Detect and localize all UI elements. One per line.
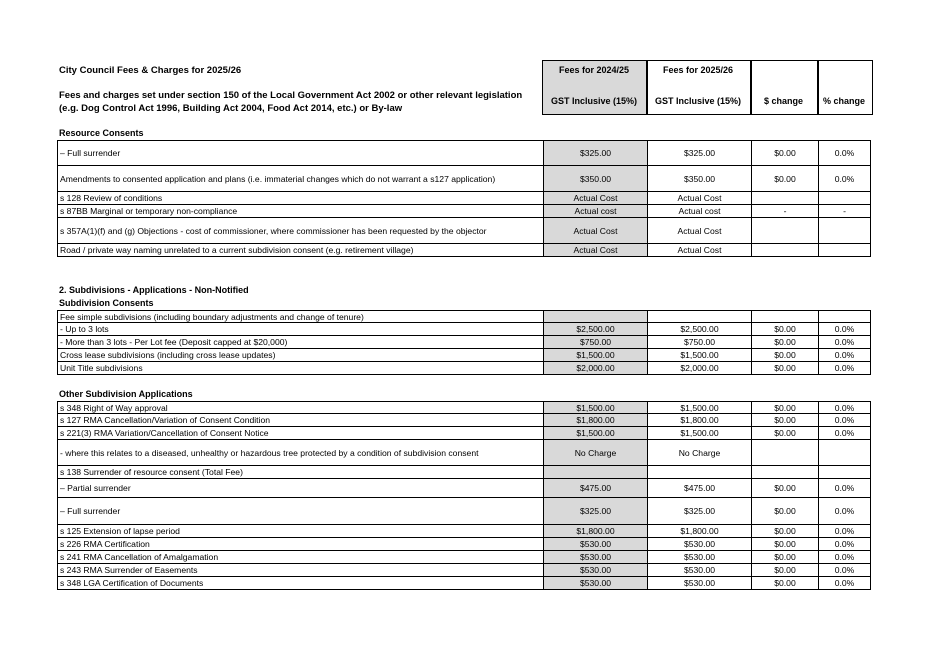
pct-change-cell: 0.0% [818, 414, 871, 427]
table-row [57, 525, 871, 538]
fee-2024-cell: $325.00 [543, 498, 647, 525]
pct-change-cell: 0.0% [818, 166, 871, 192]
table-row [57, 479, 871, 498]
table-row [57, 551, 871, 564]
pct-change-cell: 0.0% [818, 564, 871, 577]
dollar-change-cell: $0.00 [751, 323, 818, 336]
fee-2025-cell: $530.00 [647, 551, 751, 564]
fee-2025-cell: $1,800.00 [647, 525, 751, 538]
fee-2024-cell: $1,500.00 [543, 427, 647, 440]
dollar-change-cell: $0.00 [751, 336, 818, 349]
description-cell: – Full surrender [57, 140, 543, 166]
fee-2024-cell: No Charge [543, 440, 647, 466]
table-row [57, 140, 871, 166]
pct-change-cell: 0.0% [818, 362, 871, 375]
pct-change-cell [818, 440, 871, 466]
fee-2024-cell: Actual Cost [543, 218, 647, 244]
table-row [57, 310, 871, 323]
description-cell: s 128 Review of conditions [57, 192, 543, 205]
description-cell: s 348 LGA Certification of Documents [57, 577, 543, 590]
dollar-change-cell: $0.00 [751, 401, 818, 414]
description-cell: - Up to 3 lots [57, 323, 543, 336]
pct-change-cell: 0.0% [818, 349, 871, 362]
fee-2025-cell [647, 466, 751, 479]
fee-2024-cell: $530.00 [543, 564, 647, 577]
section-other-subdivision: Other Subdivision Applications [59, 389, 193, 399]
description-cell: s 226 RMA Certification [57, 538, 543, 551]
header-2024-bottom: GST Inclusive (15%) [550, 96, 638, 106]
table-row [57, 205, 871, 218]
pct-change-cell [818, 310, 871, 323]
header-col-pct [817, 60, 873, 115]
fee-2024-cell: $2,000.00 [543, 362, 647, 375]
fee-2024-cell: $1,500.00 [543, 401, 647, 414]
dollar-change-cell: $0.00 [751, 498, 818, 525]
table-row [57, 166, 871, 192]
fee-2024-cell: Actual cost [543, 205, 647, 218]
header-dollar-change: $ change [763, 96, 803, 106]
dollar-change-cell: - [751, 205, 818, 218]
fee-2024-cell: $1,800.00 [543, 414, 647, 427]
table-row [57, 427, 871, 440]
description-cell: - More than 3 lots - Per Lot fee (Deposit capped at $20,000) [57, 336, 543, 349]
table-row [57, 401, 871, 414]
fee-2025-cell: $325.00 [647, 140, 751, 166]
pct-change-cell: 0.0% [818, 551, 871, 564]
fee-2025-cell: $1,500.00 [647, 349, 751, 362]
table-row [57, 192, 871, 205]
dollar-change-cell [751, 310, 818, 323]
table-row [57, 323, 871, 336]
fee-2025-cell: $475.00 [647, 479, 751, 498]
dollar-change-cell: $0.00 [751, 479, 818, 498]
description-cell: s 348 Right of Way approval [57, 401, 543, 414]
fee-2025-cell: Actual Cost [647, 192, 751, 205]
dollar-change-cell [751, 192, 818, 205]
pct-change-cell: 0.0% [818, 525, 871, 538]
table-row [57, 414, 871, 427]
table-row [57, 577, 871, 590]
description-cell: s 87BB Marginal or temporary non-compliance [57, 205, 543, 218]
description-cell: s 241 RMA Cancellation of Amalgamation [57, 551, 543, 564]
dollar-change-cell [751, 466, 818, 479]
description-cell: s 243 RMA Surrender of Easements [57, 564, 543, 577]
dollar-change-cell: $0.00 [751, 166, 818, 192]
section-resource-consents: Resource Consents [59, 128, 144, 138]
table-row [57, 244, 871, 257]
description-cell: s 138 Surrender of resource consent (Total Fee) [57, 466, 543, 479]
fee-2025-cell: $350.00 [647, 166, 751, 192]
dollar-change-cell [751, 244, 818, 257]
table-row [57, 538, 871, 551]
header-2025-bottom: GST Inclusive (15%) [654, 96, 742, 106]
dollar-change-cell: $0.00 [751, 414, 818, 427]
description-cell: Road / private way naming unrelated to a current subdivision consent (e.g. retirement village) [57, 244, 543, 257]
fee-2024-cell: $325.00 [543, 140, 647, 166]
description-cell: - where this relates to a diseased, unhealthy or hazardous tree protected by a condition of subdivision consent [57, 440, 543, 466]
fee-2025-cell: $325.00 [647, 498, 751, 525]
description-cell: – Partial surrender [57, 479, 543, 498]
fee-2025-cell [647, 310, 751, 323]
pct-change-cell: 0.0% [818, 140, 871, 166]
header-pct-change: % change [822, 96, 865, 106]
dollar-change-cell: $0.00 [751, 362, 818, 375]
fee-2024-cell: $2,500.00 [543, 323, 647, 336]
pct-change-cell [818, 244, 871, 257]
description-cell: s 127 RMA Cancellation/Variation of Consent Condition [57, 414, 543, 427]
dollar-change-cell: $0.00 [751, 427, 818, 440]
description-cell: Cross lease subdivisions (including cross lease updates) [57, 349, 543, 362]
fee-2024-cell: $530.00 [543, 538, 647, 551]
fee-2024-cell: Actual Cost [543, 244, 647, 257]
fee-2024-cell: $1,500.00 [543, 349, 647, 362]
dollar-change-cell [751, 440, 818, 466]
fee-2025-cell: $530.00 [647, 564, 751, 577]
header-2024-top: Fees for 2024/25 [558, 65, 630, 75]
table-row [57, 218, 871, 244]
pct-change-cell: 0.0% [818, 577, 871, 590]
description-cell: – Full surrender [57, 498, 543, 525]
document-title: City Council Fees & Charges for 2025/26 [59, 65, 242, 76]
header-2025-top: Fees for 2025/26 [662, 65, 734, 75]
table-row [57, 336, 871, 349]
fee-2025-cell: Actual Cost [647, 244, 751, 257]
document-subtitle: Fees and charges set under section 150 of the Local Government Act 2002 or other relevant legislation (e.g. Dog Control Act 1996, Building Act 2004, Food Act 2014, etc.) or By-law [59, 90, 523, 114]
description-cell: Fee simple subdivisions (including boundary adjustments and change of tenure) [57, 310, 543, 323]
dollar-change-cell: $0.00 [751, 525, 818, 538]
fee-2025-cell: $1,500.00 [647, 427, 751, 440]
dollar-change-cell: $0.00 [751, 577, 818, 590]
table-row [57, 564, 871, 577]
description-cell: Unit Title subdivisions [57, 362, 543, 375]
pct-change-cell: 0.0% [818, 479, 871, 498]
fee-2024-cell: $530.00 [543, 577, 647, 590]
table-row [57, 362, 871, 375]
description-cell: Amendments to consented application and plans (i.e. immaterial changes which do not warrant a s127 application) [57, 166, 543, 192]
pct-change-cell: 0.0% [818, 401, 871, 414]
fee-2024-cell: $1,800.00 [543, 525, 647, 538]
fee-2024-cell: $530.00 [543, 551, 647, 564]
description-cell: s 125 Extension of lapse period [57, 525, 543, 538]
section-subdivision-consents: Subdivision Consents [59, 298, 154, 308]
header-col-dollar [750, 60, 819, 115]
fee-2025-cell: $2,000.00 [647, 362, 751, 375]
pct-change-cell: 0.0% [818, 323, 871, 336]
pct-change-cell: 0.0% [818, 538, 871, 551]
table-row [57, 440, 871, 466]
dollar-change-cell: $0.00 [751, 551, 818, 564]
section-subdivisions: 2. Subdivisions - Applications - Non-Notified [59, 285, 249, 295]
fee-2025-cell: $2,500.00 [647, 323, 751, 336]
table-row [57, 466, 871, 479]
dollar-change-cell: $0.00 [751, 538, 818, 551]
fee-2024-cell: $475.00 [543, 479, 647, 498]
pct-change-cell [818, 192, 871, 205]
fee-2024-cell [543, 310, 647, 323]
table-row [57, 498, 871, 525]
dollar-change-cell: $0.00 [751, 349, 818, 362]
fee-2024-cell: $750.00 [543, 336, 647, 349]
description-cell: s 221(3) RMA Variation/Cancellation of Consent Notice [57, 427, 543, 440]
dollar-change-cell: $0.00 [751, 564, 818, 577]
fee-2024-cell: Actual Cost [543, 192, 647, 205]
pct-change-cell [818, 466, 871, 479]
table-row [57, 349, 871, 362]
description-cell: s 357A(1)(f) and (g) Objections - cost of commissioner, where commissioner has been requested by the objector [57, 218, 543, 244]
pct-change-cell: 0.0% [818, 336, 871, 349]
fee-2025-cell: $1,800.00 [647, 414, 751, 427]
pct-change-cell: 0.0% [818, 498, 871, 525]
fee-2025-cell: $530.00 [647, 577, 751, 590]
fee-2024-cell [543, 466, 647, 479]
fee-2025-cell: Actual cost [647, 205, 751, 218]
pct-change-cell: 0.0% [818, 427, 871, 440]
dollar-change-cell: $0.00 [751, 140, 818, 166]
fee-2024-cell: $350.00 [543, 166, 647, 192]
pct-change-cell: - [818, 205, 871, 218]
fee-2025-cell: $1,500.00 [647, 401, 751, 414]
fee-2025-cell: $750.00 [647, 336, 751, 349]
fee-2025-cell: No Charge [647, 440, 751, 466]
pct-change-cell [818, 218, 871, 244]
fee-2025-cell: $530.00 [647, 538, 751, 551]
fee-2025-cell: Actual Cost [647, 218, 751, 244]
dollar-change-cell [751, 218, 818, 244]
